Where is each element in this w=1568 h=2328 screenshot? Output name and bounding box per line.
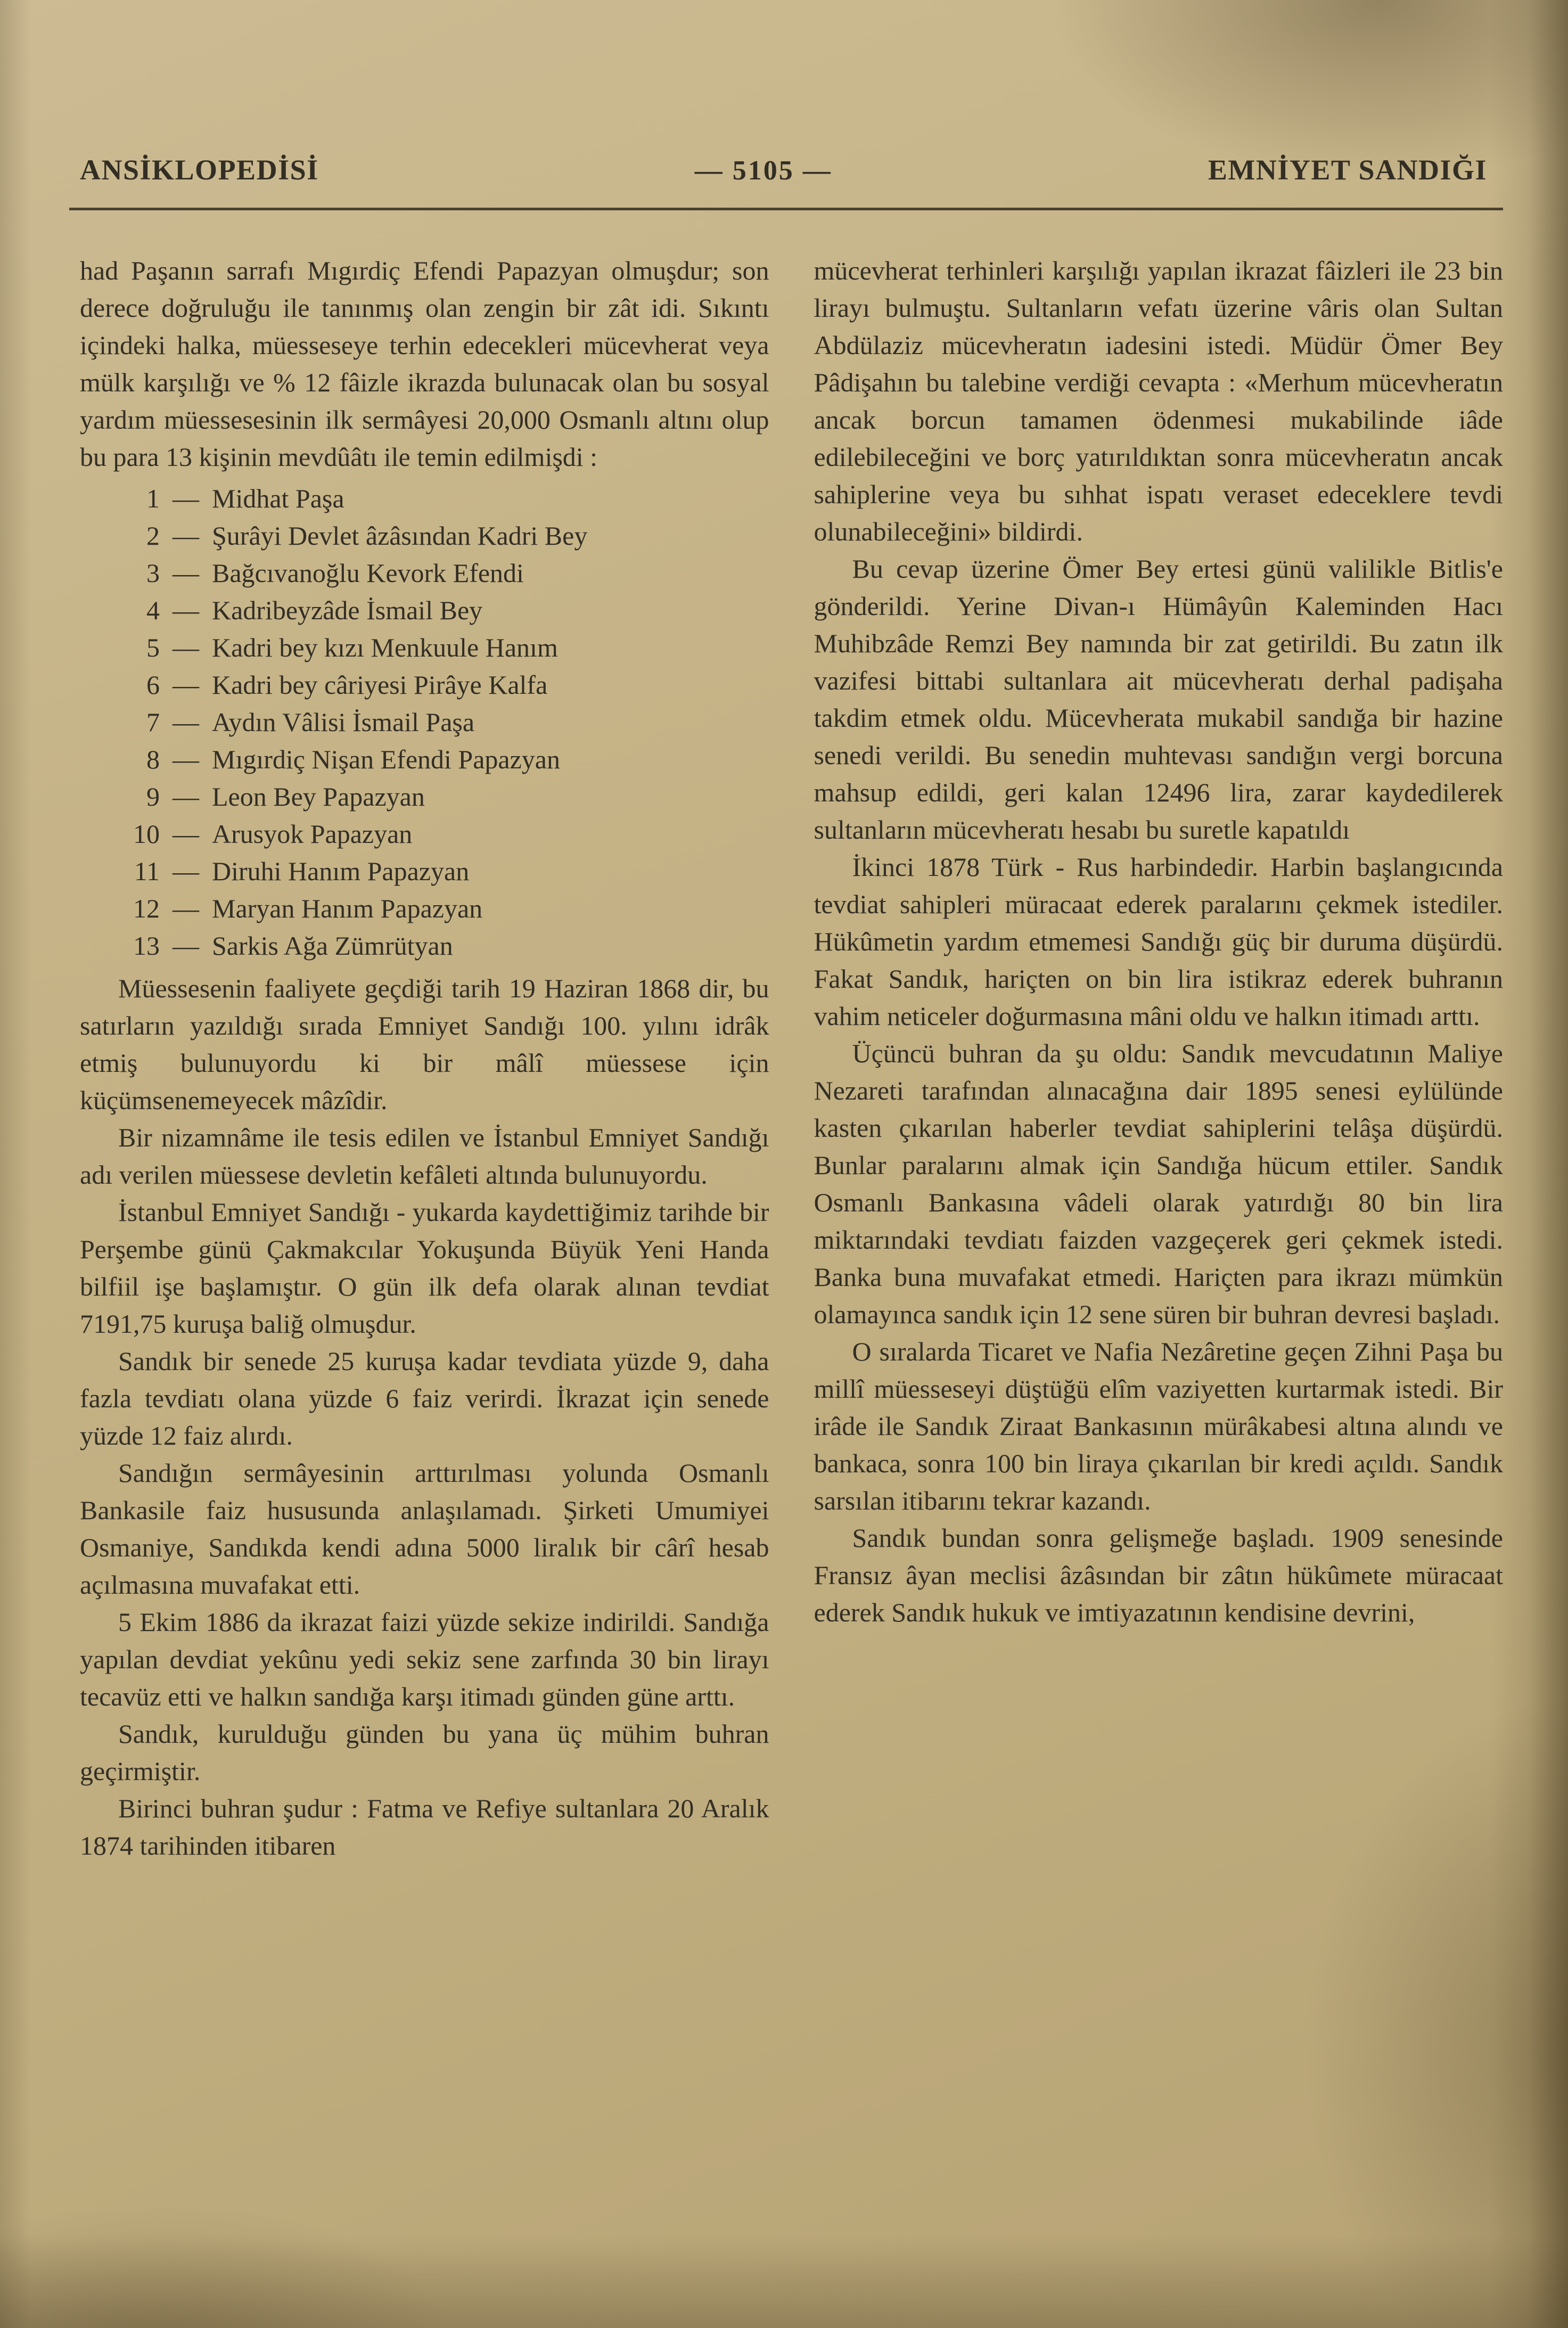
founder-name: Maryan Hanım Papazyan — [212, 894, 483, 923]
founder-number: 9 — [146, 782, 160, 811]
founder-number: 13 — [133, 931, 160, 961]
paragraph: Sandık bir senede 25 kuruşa kadar tevdiata yüzde 9, daha fazla tevdiatı olana yüzde 6 faiz verirdi. İkrazat için senede yüzde 12 faiz alırdı. — [80, 1346, 769, 1450]
paragraph: Birinci buhran şudur : Fatma ve Refiye sultanlara 20 Aralık 1874 tarihinden itibaren — [80, 1793, 769, 1860]
founder-name: Midhat Paşa — [212, 483, 344, 513]
founder-number: 6 — [146, 670, 160, 700]
founder-dash: — — [173, 856, 199, 886]
founder-dash: — — [173, 483, 199, 513]
founders-list — [80, 480, 769, 964]
founder-name: Kadri bey kızı Menkuule Hanım — [212, 633, 558, 662]
founder-name: Kadri bey câriyesi Pirâye Kalfa — [212, 670, 548, 700]
founder-dash: — — [173, 931, 199, 961]
founder-list-item — [80, 890, 769, 927]
founder-list-item — [80, 554, 769, 592]
founder-number: 8 — [146, 744, 160, 774]
paragraph: İstanbul Emniyet Sandığı - yukarda kaydettiğimiz tarihde bir Perşembe günü Çakmakcılar Yokuşunda Büyük Yeni Handa bilfiil işe başlamıştır. O gün ilk defa olarak alınan tevdiat 7191,75 kuruşa baliğ olmuşdur. — [80, 1197, 769, 1339]
left-column — [80, 252, 769, 1864]
founder-dash: — — [173, 819, 199, 849]
paragraph: Bir nizamnâme ile tesis edilen ve İstanbul Emniyet Sandığı adı verilen müessese devletin kefâleti altında bulunuyordu. — [80, 1122, 769, 1190]
journal-title: ANSİKLOPEDİSİ — [80, 154, 319, 186]
paragraph: 5 Ekim 1886 da ikrazat faizi yüzde sekize indirildi. Sandığa yapılan devdiat yekûnu yedi sekiz sene zarfında 30 bin lirayı tecavüz etti ve halkın sandığa karşı itimadı günden güne arttı. — [80, 1607, 769, 1711]
founder-list-item — [80, 852, 769, 890]
paragraph: Müessesenin faaliyete geçdiği tarih 19 Haziran 1868 dir, bu satırların yazıldığı sırada Emniyet Sandığı 100. yılını idrâk etmiş bulunuyordu ki bir mâlî müessese için küçümsenemeyecek mâzîdir. — [80, 973, 769, 1115]
right-column — [814, 252, 1504, 1864]
paragraph: Sandığın sermâyesinin arttırılması yolunda Osmanlı Bankasile faiz hususunda anlaşılamadı. Şirketi Umumiyei Osmaniye, Sandıkda kendi adına 5000 liralık bir cârî hesab açılmasına muvafakat etti. — [80, 1458, 769, 1600]
founder-dash: — — [173, 744, 199, 774]
paragraph: Sandık bundan sonra gelişmeğe başladı. 1909 senesinde Fransız âyan meclisi âzâsından bir zâtın hükûmete müracaat ederek Sandık hukuk ve imtiyazatının kendisine devrini, — [814, 1523, 1503, 1627]
founder-list-item — [80, 778, 769, 815]
founder-dash: — — [173, 595, 199, 625]
founder-name: Aydın Vâlisi İsmail Paşa — [212, 707, 475, 737]
founder-name: Diruhi Hanım Papazyan — [212, 856, 470, 886]
founder-number: 3 — [146, 558, 160, 588]
paragraph: Sandık, kurulduğu günden bu yana üç mühim buhran geçirmiştir. — [80, 1719, 769, 1786]
founder-list-item — [80, 927, 769, 964]
paragraph: Bu cevap üzerine Ömer Bey ertesi günü valilikle Bitlis'e gönderildi. Yerine Divan-ı Hümâyûn Kaleminden Hacı Muhibzâde Remzi Bey namında bir zat getirildi. Bu zatın ilk vazifesi bittabi sultanlara ait mücevheratı derhal padişaha takdim etmek oldu. Mücevherata mukabil sandığa bir hazine senedi verildi. Bu senedin muhtevası sandığın vergi borcuna mahsup edildi, geri kalan 12496 lira, zarar kaydedilerek sultanların mücevheratı hesabı bu suretle kapatıldı — [814, 554, 1503, 845]
founder-list-item — [80, 666, 769, 703]
founder-number: 7 — [146, 707, 160, 737]
founder-dash: — — [173, 670, 199, 700]
founder-dash: — — [173, 894, 199, 923]
founder-list-item — [80, 815, 769, 852]
founder-number: 2 — [146, 521, 160, 551]
paragraph: mücevherat terhinleri karşılığı yapılan ikrazat fâizleri ile 23 bin lirayı bulmuştu. Sultanların vefatı üzerine vâris olan Sultan Abdülaziz mücevheratın iadesini istedi. Müdür Ömer Bey Pâdişahın bu talebine verdiği cevapta : «Merhum mücevheratın ancak borcun tamamen ödenmesi mukabilinde iâde edilebileceğini ve borç yatırıldıktan sonra mücevheratın ancak sahiplerine veya bu sıhhat ispatı veraset edeceklere tevdi olunabileceğini» bildirdi. — [814, 256, 1503, 546]
founder-dash: — — [173, 521, 199, 551]
founder-name: Şurâyi Devlet âzâsından Kadri Bey — [212, 521, 588, 551]
founder-number: 11 — [134, 856, 160, 886]
founder-list-item — [80, 629, 769, 666]
founder-list-item — [80, 703, 769, 741]
page-header — [0, 0, 1568, 186]
founder-dash: — — [173, 558, 199, 588]
founder-number: 5 — [146, 633, 160, 662]
founder-name: Mıgırdiç Nişan Efendi Papazyan — [212, 744, 560, 774]
founder-number: 4 — [146, 595, 160, 625]
paragraph: İkinci 1878 Türk - Rus harbindedir. Harbin başlangıcında tevdiat sahipleri müracaat ederek paralarını çekmek istediler. Hükûmetin yardım etmemesi Sandığı güç bir duruma düşürdü. Fakat Sandık, hariçten on bin lira istikraz ederek buhranın vahim neticeler doğurmasına mâni oldu ve halkın itimadı arttı. — [814, 852, 1503, 1031]
founder-number: 10 — [133, 819, 160, 849]
founder-list-item — [80, 517, 769, 554]
article-title: EMNİYET SANDIĞI — [1208, 154, 1487, 186]
founder-name: Kadribeyzâde İsmail Bey — [212, 595, 483, 625]
founder-name: Bağcıvanoğlu Kevork Efendi — [212, 558, 524, 588]
founder-number: 1 — [146, 483, 160, 513]
founder-list-item — [80, 741, 769, 778]
paragraph: O sıralarda Ticaret ve Nafia Nezâretine geçen Zihni Paşa bu millî müesseseyi düştüğü elîm vaziyetten kurtarmak istedi. Bir irâde ile Sandık Ziraat Bankasının mürâkabesi altına alındı ve bankaca, sonra 100 bin liraya çıkarılan bir kredi açıldı. Sandık sarsılan itibarını tekrar kazandı. — [814, 1337, 1503, 1515]
paragraph: Üçüncü buhran da şu oldu: Sandık mevcudatının Maliye Nezareti tarafından alınacağına dair 1895 senesi eylülünde kasten çıkarılan haberler tevdiat sahiplerini telâşa düşürdü. Bunlar paralarını almak için Sandığa hücum ettiler. Sandık Osmanlı Bankasına vâdeli olarak yatırdığı 80 bin lira miktarındaki tevdiatı faizden vazgeçerek geri çekmek istedi. Banka buna muvafakat etmedi. Hariçten para ikrazı mümkün olamayınca sandık için 12 sene süren bir buhran devresi başladı. — [814, 1038, 1503, 1329]
founder-list-item — [80, 592, 769, 629]
founder-dash: — — [173, 707, 199, 737]
founder-name: Sarkis Ağa Zümrütyan — [212, 931, 453, 961]
founder-name: Leon Bey Papazyan — [212, 782, 425, 811]
text-columns — [0, 210, 1568, 1864]
paragraph: had Paşanın sarrafı Mıgırdiç Efendi Papazyan olmuşdur; son derece doğruluğu ile tanınmış olan zengin bir zât idi. Sıkıntı içindeki halka, müesseseye terhin edecekleri mücevherat veya mülk karşılığı ve % 12 fâizle ikrazda bulunacak olan bu sosyal yardım müessesesinin ilk sermâyesi 20,000 Osmanlı altını olup bu para 13 kişinin mevdûâtı ile temin edilmişdi : — [80, 256, 769, 472]
founder-list-item — [80, 480, 769, 517]
founder-number: 12 — [133, 894, 160, 923]
founder-dash: — — [173, 633, 199, 662]
founder-name: Arusyok Papazyan — [212, 819, 413, 849]
founder-dash: — — [173, 782, 199, 811]
page-number: — 5105 — — [694, 155, 832, 186]
